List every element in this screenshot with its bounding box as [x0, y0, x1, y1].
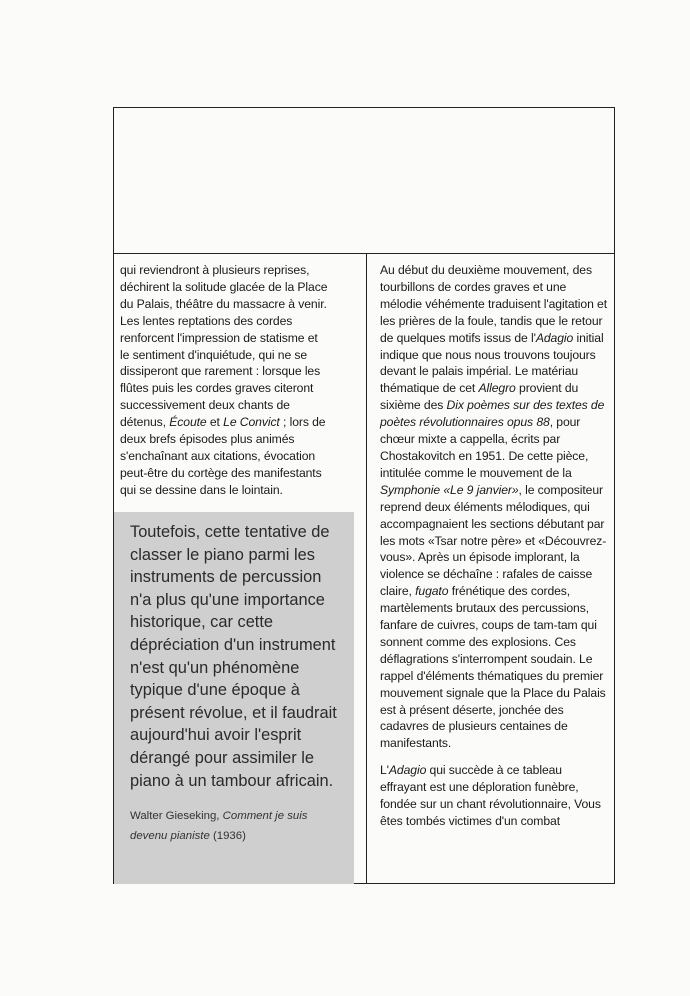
quote-text: Toutefois, cette tentative de classer le piano parmi les instruments de percussion n'a plus qu'une importance historique, car cette dépréciation d'un instrument n'est qu'un phénomène typique d'une époque à présent révolue, et il faudrait aujourd'hui avoir l'esprit dérangé pour assimiler le piano à un tambour africain. [130, 523, 337, 790]
text-line: s'enchaînant aux citations, évocation [120, 448, 316, 463]
text-line: qui se dessine dans le lointain. [120, 482, 283, 497]
title-le-convict: Le Convict [223, 415, 280, 430]
text-line: successivement deux chants de [120, 398, 290, 413]
empty-header-box [114, 108, 614, 254]
quote-source [130, 806, 344, 846]
text-line: détenus, Écoute et Le Convict ; lors de [120, 415, 326, 430]
quote-year: (1936) [212, 830, 246, 843]
right-paragraph-2: L'Adagio qui succède à ce tableau effrayant est une déploration funèbre, fondée sur un chant révolutionnaire, Vous êtes tombés victimes d'un combat [380, 763, 601, 828]
title-ecoute: Écoute [169, 415, 207, 430]
text-line: le sentiment d'inquiétude, qui ne se [120, 347, 308, 362]
right-column [380, 262, 610, 830]
quote-author: Walter Gieseking, [130, 810, 220, 823]
quote-box [114, 512, 354, 884]
right-paragraph-1: Au début du deuxième mouvement, des tourbillons de cordes graves et une mélodie véhémente traduisent l'agitation et les prières de la foule, tandis que le retour de quelques motifs issus de l'Adagio initial indique que nous nous trouvons toujours devant le palais impérial. Le matériau thématique de cet Allegro provient du sixième des Dix poèmes sur des textes de poètes révolutionnaires opus 88, pour chœur mixte a cappella, écrits par Chostakovitch en 1951. De cette pièce, intitulée comme le mouvement de la Symphonie «Le 9 janvier», le compositeur reprend deux éléments mélodiques, qui accompagnaient les sections débutant par les mots «Tsar notre père» et «Découvrez-vous». Après un épisode implorant, la violence se déchaîne : rafales de caisse claire, fugato frénétique des cordes, martèlements brutaux des percussions, fanfare de cuivres, coups de tam-tam qui sonnent comme des explosions. Ces déflagrations s'interrompent soudain. Le rappel d'éléments thématiques du premier mouvement signale que la Place du Palais est à présent déserte, jonchée des cadavres de plusieurs centaines de manifestants. [380, 263, 608, 751]
text-line: renforcent l'impression de statisme et [120, 330, 318, 345]
text-line: qui reviendront à plusieurs reprises, [120, 263, 310, 277]
text-line: deux brefs épisodes plus animés [120, 432, 295, 447]
page-frame [113, 107, 615, 884]
text-line: Les lentes reptations des cordes [120, 313, 293, 328]
text-line: flûtes puis les cordes graves citeront [120, 381, 314, 396]
text-line: dissiperont que rarement : lorsque les [120, 364, 321, 379]
left-paragraph [120, 262, 356, 499]
quote-book-title: Comment je suis devenu pianiste [130, 810, 308, 843]
text-line: déchirent la solitude glacée de la Place [120, 279, 328, 294]
text-line: peut-être du cortège des manifestants [120, 465, 322, 480]
text-line: du Palais, théâtre du massacre à venir. [120, 296, 327, 311]
left-column [120, 262, 356, 499]
column-divider [366, 254, 367, 883]
